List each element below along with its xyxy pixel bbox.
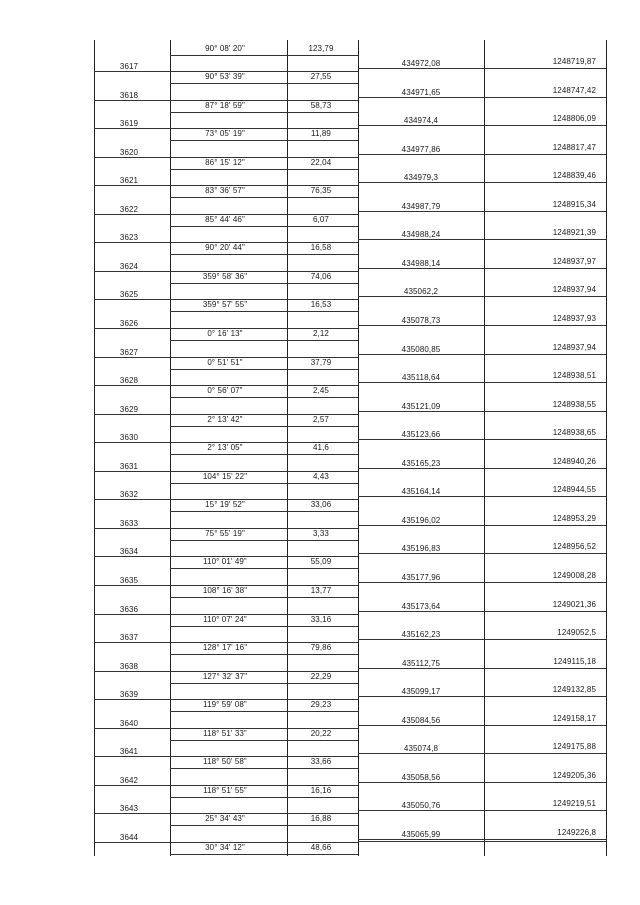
segment-angle: 87° 18' 59" (205, 100, 245, 110)
segment-angle: 15° 19' 52" (205, 500, 245, 510)
point-number: 3632 (119, 490, 139, 500)
segment-distance: 4,43 (313, 471, 329, 481)
row-divider (358, 841, 606, 842)
angle-underline (170, 55, 287, 56)
angle-underline (170, 711, 287, 712)
segment-angle: 118° 50' 58" (203, 757, 247, 767)
segment-angle: 118° 51' 33" (203, 728, 247, 738)
segment-distance: 2,57 (313, 414, 329, 424)
segment-angle: 108° 16' 38" (202, 585, 248, 595)
segment-distance: 16,53 (310, 300, 332, 310)
coord-y: 1249021,36 (552, 599, 596, 609)
coord-x: 435162,23 (401, 630, 441, 639)
row-divider (358, 468, 606, 469)
segment-angle: 2° 13' 05" (207, 443, 243, 453)
coord-y: 1248940,26 (552, 456, 596, 466)
angle-underline (170, 511, 287, 512)
segment-angle: 110° 07' 24" (203, 614, 247, 624)
point-number: 3631 (119, 461, 139, 471)
point-number: 3628 (119, 376, 139, 386)
segment-angle: 0° 51' 51" (207, 357, 243, 367)
point-number: 3627 (119, 347, 139, 357)
point-number: 3625 (119, 290, 139, 300)
angle-underline (170, 397, 287, 398)
coord-x: 435084,56 (401, 715, 441, 725)
segment-distance: 33,06 (310, 500, 332, 510)
row-divider (358, 810, 606, 811)
distance-underline (287, 169, 358, 170)
segment-distance: 33,66 (310, 757, 332, 767)
distance-underline (287, 854, 358, 855)
row-divider (358, 753, 606, 754)
segment-distance: 11,89 (311, 129, 331, 139)
point-number: 3620 (119, 147, 139, 157)
coord-y: 1248944,55 (552, 485, 596, 495)
distance-underline (287, 768, 358, 769)
distance-underline (287, 226, 358, 227)
row-divider (358, 582, 606, 583)
segment-angle: 127° 32' 37" (202, 671, 248, 681)
coord-x: 435173,64 (401, 601, 441, 611)
distance-underline (287, 283, 358, 284)
point-number: 3617 (119, 62, 139, 71)
column-border (358, 40, 359, 856)
angle-underline (170, 797, 287, 798)
coord-y: 1249158,17 (552, 713, 596, 723)
distance-underline (287, 55, 358, 56)
angle-underline (170, 254, 287, 255)
coord-y: 1248938,51 (552, 371, 596, 381)
segment-distance: 76,35 (310, 186, 332, 196)
coord-y: 1249175,88 (552, 742, 596, 752)
segment-distance: 74,06 (310, 271, 332, 281)
column-border (170, 40, 171, 856)
distance-underline (287, 825, 358, 826)
point-number: 3621 (119, 176, 139, 186)
segment-distance: 58,73 (310, 100, 332, 110)
row-divider (358, 782, 606, 783)
row-divider (358, 639, 606, 640)
distance-underline (287, 112, 358, 113)
distance-underline (287, 683, 358, 684)
coord-y: 1249008,28 (552, 570, 596, 580)
point-number: 3636 (119, 604, 139, 614)
distance-underline (287, 597, 358, 598)
row-divider (358, 125, 606, 126)
row-divider (358, 154, 606, 155)
segment-angle: 25° 34' 43" (205, 814, 245, 824)
angle-underline (170, 197, 287, 198)
coord-x: 435065,99 (401, 829, 441, 839)
coord-x: 435099,17 (401, 687, 441, 697)
segment-distance: 33,16 (310, 614, 332, 624)
point-number: 3629 (119, 404, 139, 414)
segment-distance: 6,07 (313, 214, 329, 224)
segment-distance: 16,58 (310, 243, 332, 253)
row-divider (358, 296, 606, 297)
distance-underline (287, 540, 358, 541)
angle-underline (170, 83, 287, 84)
coord-y: 1248937,93 (552, 313, 596, 323)
segment-distance: 27,55 (310, 72, 332, 81)
segment-angle: 90° 53' 39" (205, 72, 245, 81)
segment-distance: 29,23 (310, 700, 332, 710)
segment-angle: 2° 13' 42" (207, 414, 243, 424)
angle-underline (170, 683, 287, 684)
segment-angle: 0° 16' 13" (207, 328, 243, 338)
angle-underline (170, 854, 287, 855)
point-number: 3622 (119, 204, 139, 214)
point-number: 3618 (119, 90, 139, 100)
angle-underline (170, 483, 287, 484)
coord-y: 1248817,47 (552, 142, 596, 152)
segment-angle: 0° 56' 07" (207, 386, 243, 396)
angle-underline (170, 454, 287, 455)
coord-y: 1249115,18 (553, 656, 596, 666)
point-number: 3642 (119, 775, 139, 785)
distance-underline (287, 197, 358, 198)
angle-underline (170, 112, 287, 113)
coord-y: 1249052,5 (557, 628, 596, 637)
coord-x: 435123,66 (401, 430, 441, 440)
segment-angle: 85° 44' 46" (205, 214, 245, 224)
distance-underline (287, 426, 358, 427)
segment-distance: 79,86 (310, 643, 332, 652)
point-number: 3638 (119, 661, 139, 671)
segment-angle: 359° 57' 55" (202, 300, 248, 310)
coord-y: 1248806,09 (552, 114, 596, 124)
coord-x: 434987,79 (401, 201, 441, 211)
row-divider (358, 325, 606, 326)
row-divider (358, 525, 606, 526)
coord-x: 435080,85 (401, 344, 441, 354)
row-divider (358, 239, 606, 240)
segment-angle: 128° 17' 16" (202, 643, 248, 652)
angle-underline (170, 169, 287, 170)
coord-y: 1248921,39 (552, 228, 596, 238)
point-number: 3641 (119, 747, 139, 757)
segment-distance: 22,29 (310, 671, 332, 681)
row-divider (358, 354, 606, 355)
angle-underline (170, 768, 287, 769)
angle-underline (170, 369, 287, 370)
angle-underline (170, 226, 287, 227)
point-number: 3626 (119, 318, 139, 328)
row-divider (358, 268, 606, 269)
coord-x: 435164,14 (401, 487, 441, 497)
coord-x: 435058,56 (401, 772, 441, 782)
coord-x: 435177,96 (401, 572, 441, 582)
coord-x: 435112,75 (401, 658, 441, 668)
distance-underline (287, 483, 358, 484)
coord-x: 435118,64 (401, 373, 441, 383)
segment-distance: 2,45 (313, 386, 329, 396)
distance-underline (287, 711, 358, 712)
coord-y: 1248956,52 (552, 542, 596, 552)
segment-angle: 75° 55' 19" (205, 528, 245, 538)
coord-y: 1248719,87 (552, 57, 596, 66)
angle-underline (170, 654, 287, 655)
segment-angle: 118° 51' 55" (203, 785, 247, 795)
segment-distance: 13,77 (310, 585, 332, 595)
angle-underline (170, 740, 287, 741)
segment-angle: 119° 59' 08" (203, 700, 247, 710)
angle-underline (170, 597, 287, 598)
distance-underline (287, 340, 358, 341)
distance-underline (287, 311, 358, 312)
distance-underline (287, 83, 358, 84)
distance-underline (287, 568, 358, 569)
segment-distance: 37,79 (310, 357, 332, 367)
distance-underline (287, 654, 358, 655)
angle-underline (170, 568, 287, 569)
distance-underline (287, 511, 358, 512)
point-number: 3644 (119, 832, 139, 842)
segment-distance: 48,66 (310, 842, 332, 852)
coord-y: 1248953,29 (552, 513, 596, 523)
point-number: 3623 (119, 233, 139, 243)
distance-underline (287, 740, 358, 741)
row-divider (358, 668, 606, 669)
angle-underline (170, 540, 287, 541)
row-divider (358, 496, 606, 497)
segment-distance: 16,88 (310, 814, 332, 824)
row-divider (358, 411, 606, 412)
coord-x: 435050,76 (401, 801, 441, 811)
coord-x: 434979,3 (403, 173, 439, 183)
row-divider (358, 382, 606, 383)
row-divider (358, 439, 606, 440)
coord-x: 435078,73 (401, 315, 441, 325)
point-number: 3635 (119, 575, 139, 585)
segment-angle: 73° 05' 19" (205, 129, 245, 139)
coord-y: 1249132,85 (552, 685, 596, 695)
row-divider (358, 182, 606, 183)
row-divider (358, 68, 606, 69)
segment-angle: 86° 15' 12" (205, 157, 245, 167)
column-border (94, 40, 95, 856)
coord-y: 1248937,97 (552, 256, 596, 266)
coord-x: 434977,86 (401, 144, 441, 154)
angle-underline (170, 626, 287, 627)
segment-angle: 90° 08' 20" (205, 44, 245, 53)
coord-y: 1248839,46 (552, 171, 596, 181)
row-divider (358, 839, 606, 840)
point-number: 3643 (119, 804, 139, 814)
angle-underline (170, 825, 287, 826)
distance-underline (287, 254, 358, 255)
coord-x: 435074,8 (403, 744, 439, 754)
angle-underline (170, 311, 287, 312)
angle-underline (170, 140, 287, 141)
coord-y: 1249226,8 (557, 827, 596, 837)
column-border (606, 40, 607, 856)
angle-underline (170, 426, 287, 427)
segment-distance: 3,33 (313, 528, 329, 538)
coord-x: 435196,02 (401, 515, 441, 525)
distance-underline (287, 140, 358, 141)
segment-distance: 22,04 (310, 157, 332, 167)
segment-angle: 104° 15' 22" (202, 471, 248, 481)
segment-distance: 55,09 (310, 557, 332, 567)
angle-underline (170, 340, 287, 341)
segment-angle: 30° 34' 12" (205, 842, 245, 852)
segment-distance: 123,79 (308, 44, 334, 53)
point-number: 3619 (119, 119, 139, 129)
coord-y: 1248915,34 (552, 199, 596, 209)
coord-y: 1248937,94 (552, 342, 596, 352)
distance-underline (287, 797, 358, 798)
coord-x: 434971,65 (401, 87, 441, 97)
row-divider (358, 696, 606, 697)
coord-x: 435121,09 (401, 401, 441, 411)
segment-angle: 83° 36' 57" (205, 186, 245, 196)
point-number: 3637 (119, 633, 139, 642)
point-number: 3633 (119, 518, 139, 528)
angle-underline (170, 283, 287, 284)
row-divider (358, 211, 606, 212)
distance-underline (287, 397, 358, 398)
coord-x: 434988,14 (401, 258, 441, 268)
coord-y: 1248747,42 (552, 85, 596, 95)
coord-x: 434974,4 (403, 116, 439, 126)
distance-underline (287, 369, 358, 370)
coord-y: 1248937,94 (552, 285, 596, 295)
coord-y: 1249205,36 (552, 770, 596, 780)
segment-distance: 2,12 (313, 328, 329, 338)
coord-x: 435165,23 (401, 458, 441, 468)
segment-distance: 41,6 (313, 443, 329, 453)
row-divider (358, 97, 606, 98)
segment-distance: 16,16 (310, 785, 332, 795)
coord-x: 434988,24 (401, 230, 441, 240)
row-divider (358, 553, 606, 554)
row-divider (358, 611, 606, 612)
segment-distance: 20,22 (310, 728, 332, 738)
point-number: 3639 (119, 690, 139, 700)
point-number: 3634 (119, 547, 139, 557)
coord-x: 434972,08 (401, 59, 441, 68)
row-divider (358, 725, 606, 726)
distance-underline (287, 454, 358, 455)
coord-x: 435062,2 (403, 287, 439, 297)
coord-y: 1248938,55 (552, 399, 596, 409)
segment-angle: 90° 20' 44" (205, 243, 245, 253)
coord-y: 1249219,51 (552, 799, 596, 809)
segment-angle: 110° 01' 49" (203, 557, 247, 567)
point-number: 3630 (119, 433, 139, 443)
point-number: 3624 (119, 261, 139, 271)
distance-underline (287, 626, 358, 627)
coord-x: 435196,83 (401, 544, 441, 554)
point-number: 3640 (119, 718, 139, 728)
column-border (484, 40, 485, 856)
segment-angle: 359° 58' 36" (202, 271, 248, 281)
coord-y: 1248938,65 (552, 428, 596, 438)
